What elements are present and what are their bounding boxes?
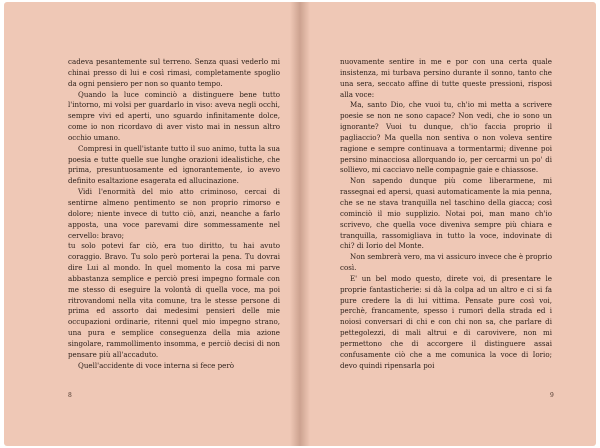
right-page — [300, 2, 596, 446]
left-page — [4, 2, 300, 446]
paragraph: Quell'accidente di voce interna si fece però — [78, 360, 235, 370]
right-page-text — [340, 57, 552, 371]
paragraph: E' un bel modo questo, direte voi, di presentare le proprie fantasticherie: si dà la colpa ad un altro e ci si fa pure credere la di lui vittima. Pensate pure così voi, perchè, francamente, spesso i rumori della strada ed i noiosi conversari di chi e con chi non sa, che parlare di pettegolezzi, di mali altrui e di carovivere, non mi permettono che di accorgere il distinguere assai confusamente ciò che a me comunica la voce di Iorio; devo quindi ripensarla poi — [340, 273, 552, 370]
left-page-text — [68, 57, 280, 371]
paragraph: Ma, santo Dio, che vuoi tu, ch'io mi metta a scrivere poesie se non ne sono capace? Non vedi, che io sono un ignorante? Vuoi tu dunque, ch'io faccia proprio il pagliaccio? Ma quella non sentiva o non voleva sentire ragione e sempre continuava a tormentarmi; divenne poi persino minacciosa allorquando io, per cercarmi un po' di sollievo, mi cacciavo nelle compagnie gaie e chiassose. — [340, 100, 552, 175]
paragraph: Non sembrerà vero, ma vi assicuro invece che è proprio così. — [340, 252, 552, 273]
paragraph: nuovamente sentire in me e por con una certa quale insistenza, mi turbava persino durante il sonno, tanto che una sera, seccato affine di tutte queste pressioni, risposi alla voce: — [340, 57, 552, 99]
open-book — [4, 2, 596, 446]
paragraph: Vidi l'enormità del mio atto criminoso, cercai di sentirne almeno pentimento se non proprio rimorso e dolore; niente invece di tutto ciò, anzi, neanche a farlo apposta, una voce parevami dire sommessamente nel cervello: bravo; — [68, 187, 280, 240]
paragraph: Quando la luce cominciò a distinguere bene tutto l'intorno, mi volsi per guardarlo in viso: aveva negli occhi, sempre vivi ed aperti, uno sguardo infinitamente dolce, come io non ricordavo di aver visto mai in nessun altro occhio umano. — [68, 89, 280, 142]
book-gutter — [290, 2, 310, 446]
paragraph: cadeva pesantemente sul terreno. Senza quasi vederlo mi chinai presso di lui e così rimasi, completamente spoglio da ogni pensiero per non so quanto tempo. — [68, 57, 280, 88]
paragraph: Non sapendo dunque più come liberarmene, mi rassegnai ed apersi, quasi automaticamente la mia penna, che se ne stava tranquilla nel taschino della giacca; così cominciò il mio supplizio. Notai poi, man mano ch'io scrivevo, che quella voce diveniva sempre più chiara e tranquilla, rassomigliava in tutto la voce, indovinate di chi? di Iorio del Monte. — [340, 176, 552, 251]
page-number-left: 8 — [68, 392, 72, 399]
paragraph: tu solo potevi far ciò, era tuo diritto, tu hai avuto coraggio. Bravo. Tu solo però porterai la pena. Tu dovrai dire Lui al mondo. In quel momento la cosa mi parve abbastanza semplice e perciò presi impegno formale con me stesso di eseguire la volontà di quella voce, ma poi ritrovandomi nella vita comune, tra le stesse persone di prima ed assorto dai medesimi pensieri delle mie occupazioni ordinarie, ritenni quel mio impegno strano, una pura e semplice conseguenza della mia azione singolare, rammollimento insomma, e perciò decisi di non pensare più all'accaduto. — [68, 241, 280, 359]
paragraph: Compresi in quell'istante tutto il suo animo, tutta la sua poesia e tutte quelle sue lunghe orazioni idealistiche, che prima, presuntuosamente ed ignorantemente, io avevo definito esaltazione esagerata ed allucinazione. — [68, 143, 280, 186]
page-number-right: 9 — [550, 392, 554, 399]
